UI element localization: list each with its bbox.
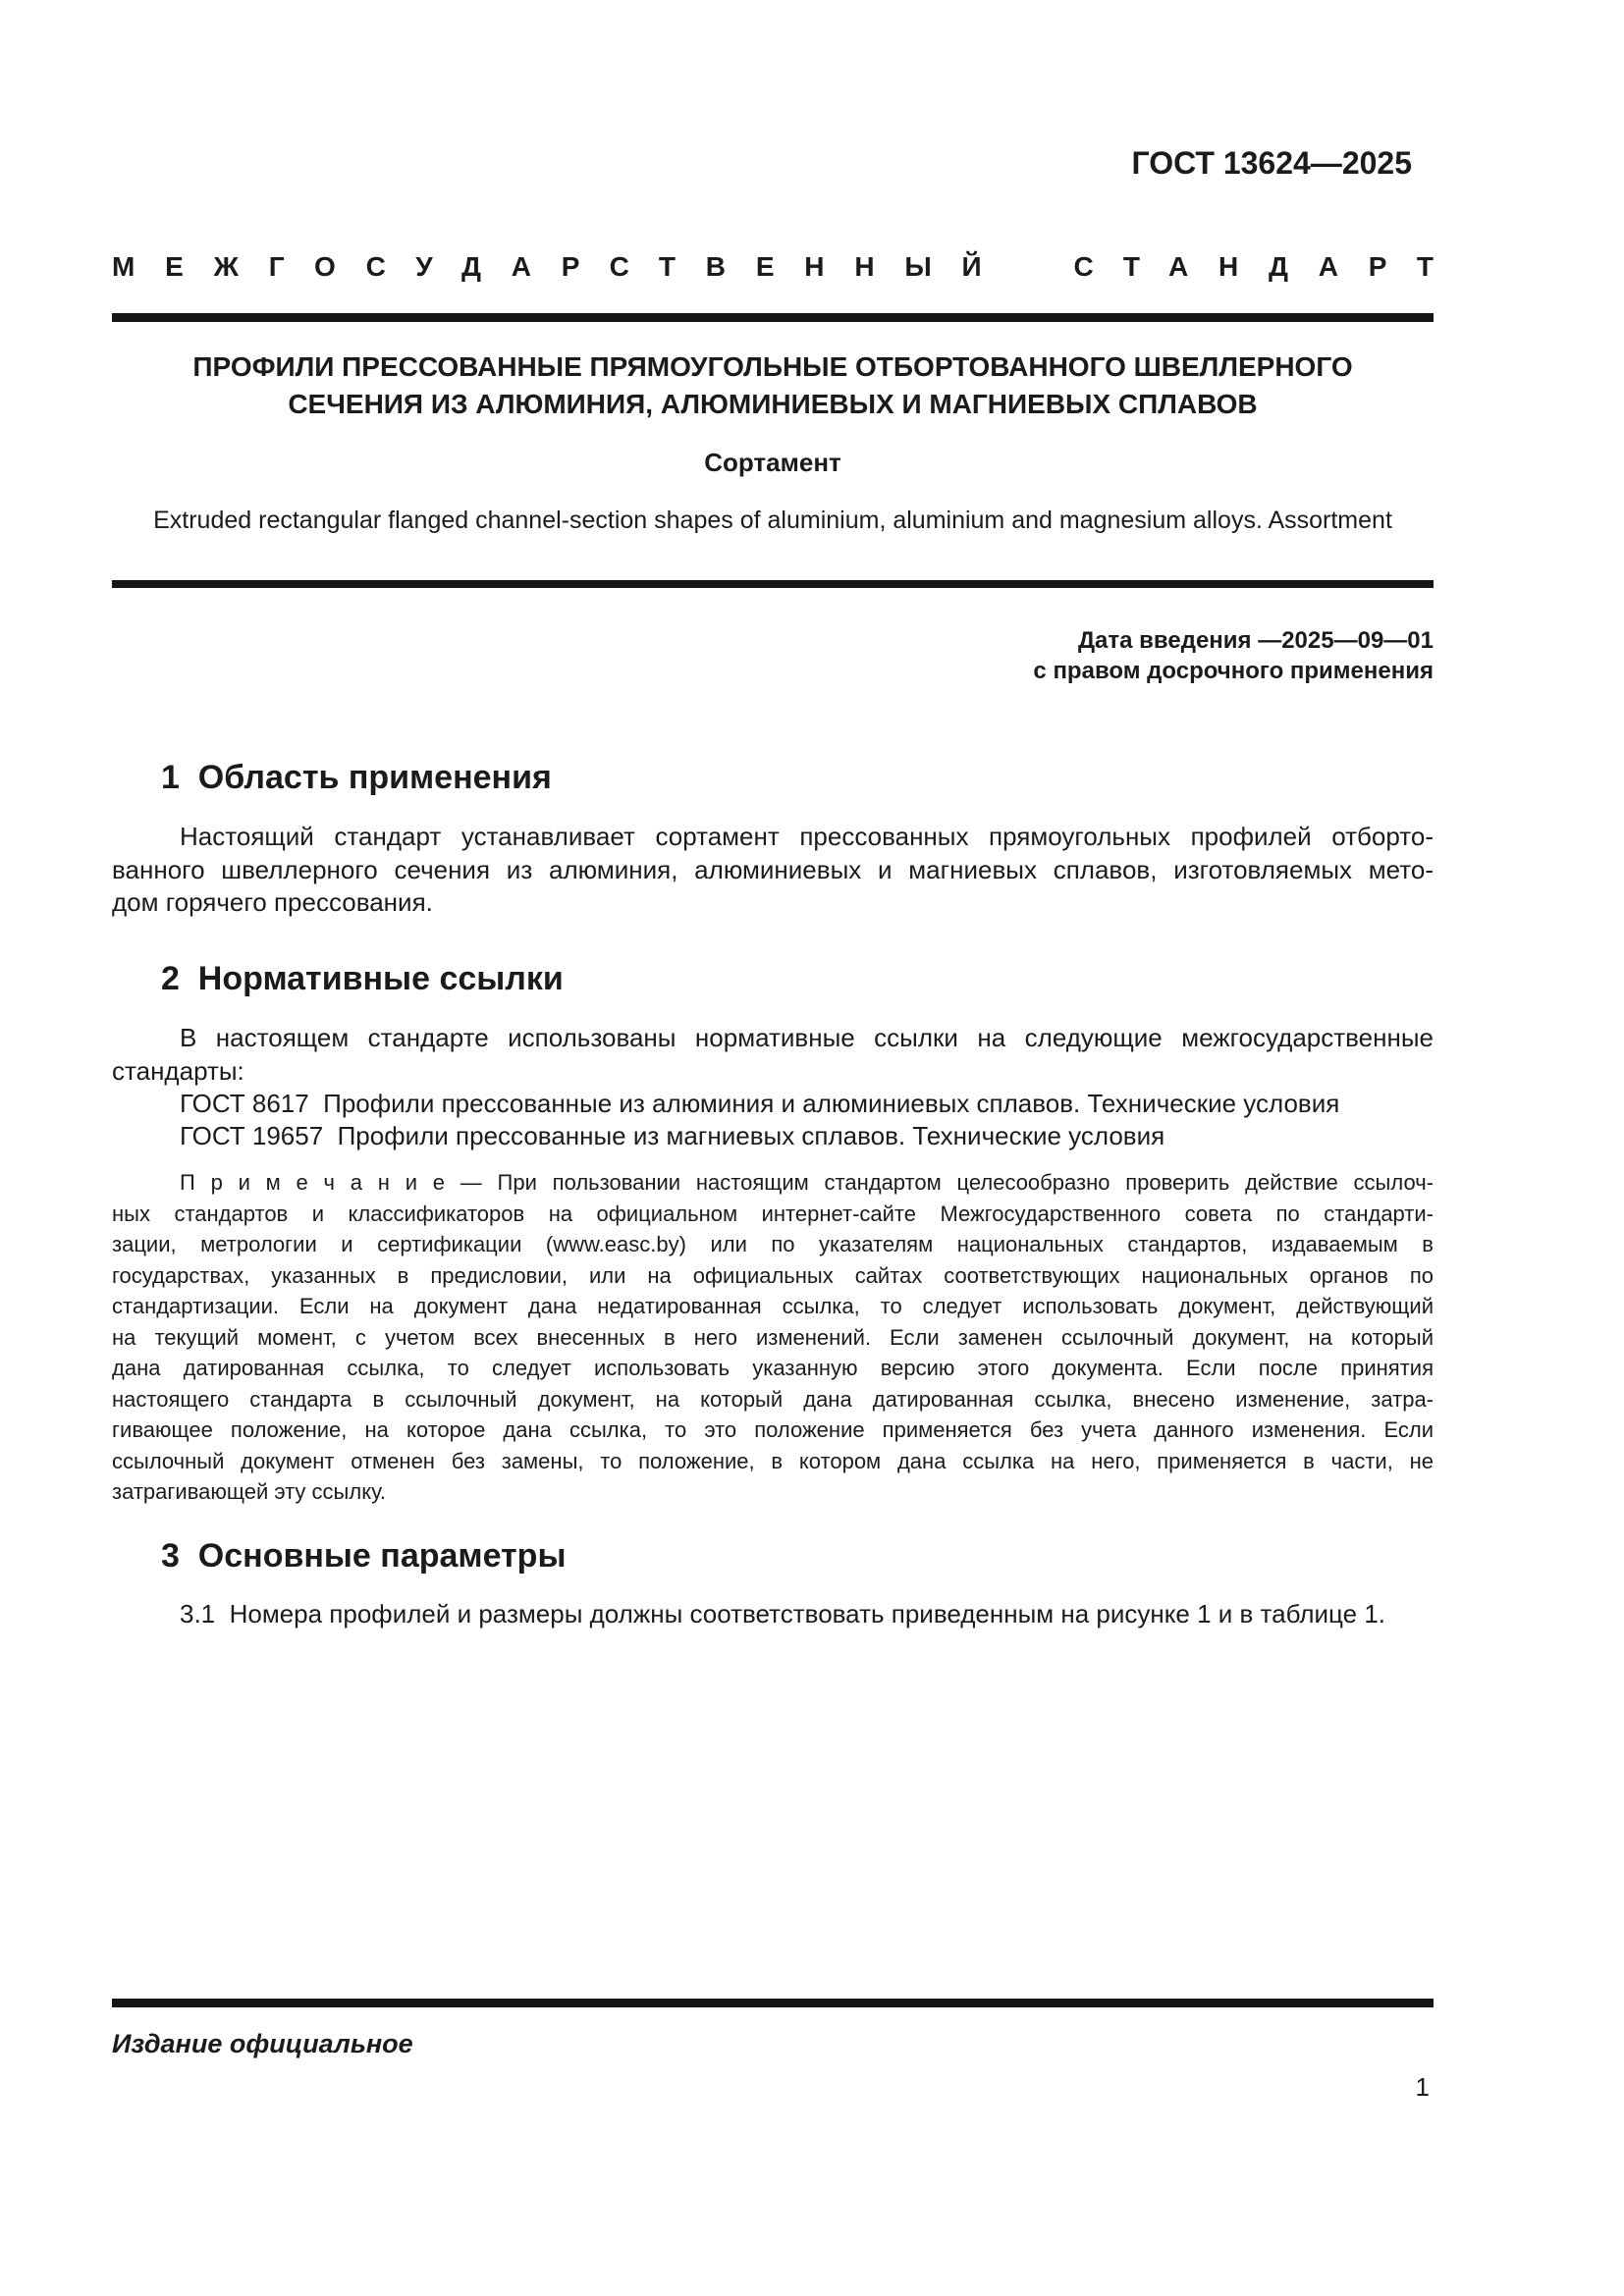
paragraph-line: В настоящем стандарте использованы нормативные ссылки на следующие межгосударственные: [180, 1023, 1434, 1052]
document-title-english: Extruded rectangular flanged channel-section shapes of aluminium, aluminium and magnesium alloys. Assortment: [153, 507, 1392, 534]
note-line: П р и м е ч а н и е — При пользовании настоящим стандартом целесообразно проверить действие ссылоч-: [180, 1170, 1434, 1195]
doc-number: ГОСТ 13624—2025: [1131, 145, 1412, 181]
normative-reference-gost-8617: ГОСТ 8617 Профили прессованные из алюминия и алюминиевых сплавов. Технические условия: [180, 1089, 1340, 1118]
note-line: зации, метрологии и сертификации (www.easc.by) или по указателям национальных стандартов, издаваемым в: [112, 1232, 1434, 1256]
note-line: на текущий момент, с учетом всех внесенных в него изменений. Если заменен ссылочный документ, на который: [112, 1324, 1434, 1350]
section-3-heading: 3 Основные параметры: [161, 1537, 567, 1575]
section-2-intro-paragraph: [112, 1022, 1434, 1088]
note-line: гивающее положение, на которое дана ссылка, то это положение применяется без учета данного изменения. Если: [112, 1417, 1434, 1442]
note-line: ных стандартов и классификаторов на официальном интернет-сайте Межгосударственного совета по стандарти-: [112, 1201, 1434, 1226]
note-line: настоящего стандарта в ссылочный документ, на который дана датированная ссылка, внесено изменение, затра-: [112, 1386, 1434, 1412]
document-title: [112, 348, 1434, 423]
page-number: 1: [1415, 2072, 1430, 2102]
horizontal-rule-footer: [112, 1999, 1434, 2007]
note-line: государствах, указанных в предисловии, или на официальных сайтах соответствующих национальных органов по: [112, 1262, 1434, 1288]
paragraph-line: стандарты:: [112, 1055, 244, 1086]
section-2-note: [112, 1167, 1434, 1508]
paragraph-line: Настоящий стандарт устанавливает сортамент прессованных прямоугольных профилей отборто-: [180, 822, 1434, 851]
note-line: затрагивающей эту ссылку.: [112, 1479, 386, 1504]
effective-date-line-2: с правом досрочного применения: [1033, 658, 1434, 684]
official-edition-label: Издание официальное: [112, 2029, 413, 2058]
document-title-line-1: ПРОФИЛИ ПРЕССОВАННЫЕ ПРЯМОУГОЛЬНЫЕ ОТБОРТОВАННОГО ШВЕЛЛЕРНОГО: [192, 351, 1353, 382]
section-1-heading: 1 Область применения: [161, 759, 552, 796]
section-1-paragraph: [112, 821, 1434, 920]
document-subtitle: Сортамент: [704, 448, 841, 477]
normative-reference-gost-19657: ГОСТ 19657 Профили прессованные из магниевых сплавов. Технические условия: [180, 1121, 1165, 1150]
note-line: стандартизации. Если на документ дана недатированная ссылка, то следует использовать документ, действующий: [112, 1294, 1434, 1318]
note-line: дана датированная ссылка, то следует использовать указанную версию этого документа. Если после принятия: [112, 1356, 1434, 1380]
effective-date-line-1: Дата введения —2025—09—01: [1077, 627, 1434, 654]
horizontal-rule-title-bottom: [112, 580, 1434, 588]
standard-type-label: [112, 251, 1464, 282]
note-line: ссылочный документ отменен без замены, то положение, в котором дана ссылка на него, применяется в части, не: [112, 1448, 1434, 1473]
paragraph-line: ванного швеллерного сечения из алюминия, алюминиевых и магниевых сплавов, изготовляемых мето-: [112, 854, 1434, 884]
effective-date-block: [112, 625, 1434, 686]
document-title-line-2: СЕЧЕНИЯ ИЗ АЛЮМИНИЯ, АЛЮМИНИЕВЫХ И МАГНИЕВЫХ СПЛАВОВ: [288, 389, 1258, 419]
paragraph-line: дом горячего прессования.: [112, 887, 433, 917]
section-3-paragraph: 3.1 Номера профилей и размеры должны соответствовать приведенным на рисунке 1 и в таблице 1.: [180, 1599, 1386, 1629]
section-2-heading: 2 Нормативные ссылки: [161, 960, 564, 997]
standard-type-word-2: СТАНДАРТ: [1073, 251, 1464, 282]
horizontal-rule-top: [112, 313, 1434, 322]
standard-type-word-1: МЕЖГОСУДАРСТВЕННЫЙ: [112, 251, 1012, 282]
